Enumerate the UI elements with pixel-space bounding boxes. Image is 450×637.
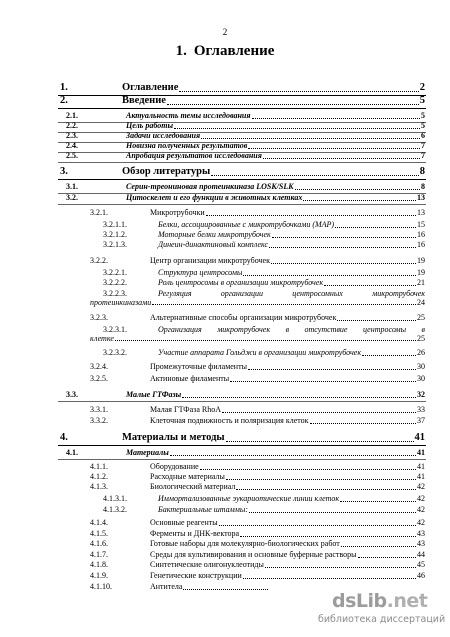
toc-entry-page: 16 <box>417 240 425 249</box>
dot-leader <box>170 455 416 456</box>
toc-entry[interactable] <box>0 448 425 459</box>
toc-entry-page: 5 <box>419 95 425 106</box>
toc-entry-number: 2.5. <box>66 151 78 160</box>
toc-entry-number: 3.2.2.3. <box>103 289 127 298</box>
toc-entry-page: 43 <box>417 539 425 548</box>
toc-entry-number: 3. <box>60 166 68 177</box>
watermark-logo: dsLib.net <box>332 590 428 612</box>
toc-entry-page: 30 <box>417 374 425 383</box>
toc-entry-text: Готовые наборы для молекулярно-биологических работ <box>150 539 340 548</box>
toc-entry[interactable] <box>0 348 425 359</box>
dot-leader <box>340 501 416 502</box>
toc-entry-number: 4.1.2. <box>90 472 108 481</box>
toc-entry-page: 41 <box>417 448 425 457</box>
dot-leader <box>362 355 416 356</box>
toc-entry-number: 3.2.1.2. <box>103 230 127 239</box>
toc-entry-text-cont: клетке <box>90 334 114 343</box>
toc-entry[interactable] <box>0 505 425 516</box>
toc-entry-text: Роль центросомы в организации микротрубочек <box>158 278 324 287</box>
dot-leader <box>265 567 416 568</box>
dot-leader <box>222 412 416 413</box>
dot-leader <box>226 441 414 442</box>
toc-entry[interactable] <box>0 166 425 179</box>
toc-entry-page: 33 <box>417 405 425 414</box>
toc-entry-page: 37 <box>417 416 425 425</box>
toc-entry-text: Промежуточные филаменты <box>150 362 247 371</box>
toc-entry-text: Биологический материал <box>150 482 236 491</box>
row-separator <box>58 179 426 180</box>
toc-entry-text: Цель работы <box>126 121 173 130</box>
dot-leader <box>167 104 419 105</box>
dot-leader <box>248 148 420 149</box>
toc-entry-number: 3.2.2.2. <box>103 278 127 287</box>
toc-entry-number: 3.2.2.1. <box>103 268 127 277</box>
dot-leader <box>206 215 416 216</box>
dot-leader <box>263 158 420 159</box>
toc-entry[interactable] <box>90 325 425 344</box>
dot-leader <box>230 381 416 382</box>
toc-entry-page: 5 <box>421 111 425 120</box>
toc-entry[interactable] <box>0 571 425 582</box>
toc-entry-number: 4.1.3. <box>90 482 108 491</box>
toc-entry[interactable] <box>0 208 425 219</box>
toc-entry-text: Обзор литературы <box>122 166 211 177</box>
toc-entry[interactable] <box>0 560 425 571</box>
row-separator <box>58 108 426 109</box>
toc-entry[interactable] <box>0 82 425 95</box>
row-separator <box>58 401 426 402</box>
toc-entry-page: 25 <box>417 313 425 322</box>
dot-leader <box>152 304 416 305</box>
toc-entry-text: Бактериальные штаммы: <box>158 505 248 514</box>
dot-leader <box>272 237 416 238</box>
toc-entry-page: 7 <box>421 151 425 160</box>
toc-entry-number: 4.1.5. <box>90 529 108 538</box>
row-separator <box>58 204 426 205</box>
toc-entry-page: 32 <box>417 390 425 399</box>
toc-entry[interactable] <box>0 182 425 193</box>
dot-leader <box>240 536 416 537</box>
toc-entry-number: 4. <box>60 432 68 443</box>
dot-leader <box>252 118 421 119</box>
row-separator <box>58 445 426 446</box>
toc-entry-text: Малая ГТФаза RhoA <box>150 405 221 414</box>
toc-entry[interactable] <box>0 482 425 493</box>
toc-entry-text: Моторные белки микротрубочек <box>158 230 271 239</box>
toc-entry-text: Новизна полученных результатов <box>126 141 248 150</box>
toc-entry[interactable] <box>0 362 425 373</box>
toc-entry-page: 7 <box>421 141 425 150</box>
dot-leader <box>200 469 416 470</box>
toc-entry-text: Участие аппарата Гольджи в организации микротрубочек <box>158 348 362 357</box>
toc-entry-number: 3.2.5. <box>90 374 108 383</box>
toc-entry[interactable] <box>0 390 425 401</box>
toc-entry-number: 3.2.1. <box>90 208 108 217</box>
toc-entry-number: 3.2.3.2. <box>103 348 127 357</box>
dot-leader <box>115 340 416 341</box>
toc-entry-text: Альтернативные способы организации микротрубочек <box>150 313 337 322</box>
toc-entry-text: Центр организации микротрубочек <box>150 256 270 265</box>
toc-entry[interactable] <box>0 432 425 445</box>
toc-entry-number: 3.2.1.1. <box>103 220 127 229</box>
toc-entry-text: Оглавление <box>122 82 179 93</box>
toc-entry-page: 13 <box>417 208 425 217</box>
toc-entry-number: 4.1. <box>66 448 78 457</box>
toc-entry-text: Организация микротрубочек в отсутствие центросомы в <box>158 325 425 334</box>
title-number: 1. <box>175 43 187 59</box>
toc-entry-number: 3.2.3.1. <box>103 325 127 334</box>
toc-entry-number: 3.3.1. <box>90 405 108 414</box>
toc-entry[interactable] <box>0 494 425 505</box>
toc-entry-number: 1. <box>60 82 68 93</box>
toc-entry-text: Цитоскелет и его функции в животных клетках <box>126 193 303 202</box>
dot-leader <box>269 247 416 248</box>
toc-entry-page: 6 <box>421 131 425 140</box>
toc-entry-text: Иммортализованные эукариотические линии клеток <box>158 494 340 503</box>
toc-entry-number: 4.1.1. <box>90 462 108 471</box>
toc-entry-page: 42 <box>417 505 425 514</box>
toc-entry-text: Основные реагенты <box>150 518 218 527</box>
toc-entry-page: 25 <box>417 334 425 343</box>
toc-entry-page: 45 <box>417 560 425 569</box>
toc-entry-page: 46 <box>417 571 425 580</box>
toc-entry[interactable] <box>0 151 425 162</box>
toc-entry-number: 2. <box>60 95 68 106</box>
dot-leader <box>219 525 416 526</box>
toc-entry-text-cont: протеинкиназами <box>90 298 152 307</box>
dot-leader <box>358 557 416 558</box>
toc-entry-number: 2.3. <box>66 131 78 140</box>
toc-entry-text: Микротрубочки <box>150 208 205 217</box>
toc-entry-number: 3.3. <box>66 390 78 399</box>
toc-entry-page: 19 <box>417 256 425 265</box>
toc-entry[interactable] <box>0 193 425 204</box>
toc-entry-number: 3.2.1.3. <box>103 240 127 249</box>
toc-entry-page: 42 <box>417 518 425 527</box>
watermark <box>318 590 448 630</box>
toc-entry-text: Среды для культивирования и основные буферные растворы <box>150 550 357 559</box>
dot-leader <box>324 285 416 286</box>
toc-entry-text: Расходные материалы <box>150 472 225 481</box>
toc-entry-number: 4.1.7. <box>90 550 108 559</box>
toc-entry[interactable] <box>0 416 425 427</box>
toc-entry-text: Оборудование <box>150 462 199 471</box>
toc-entry-text: Материалы <box>126 448 169 457</box>
toc-entry-number: 4.1.3.2. <box>103 505 127 514</box>
toc-entry-text: Актиновые филаменты <box>150 374 230 383</box>
toc-entry-number: 4.1.3.1. <box>103 494 127 503</box>
toc-entry-text: Малые ГТФазы <box>126 390 182 399</box>
toc-entry-text: Задачи исследования <box>126 131 201 140</box>
dot-leader <box>271 263 416 264</box>
toc-entry-page: 21 <box>417 278 425 287</box>
toc-entry[interactable] <box>0 240 425 251</box>
dot-leader <box>174 128 420 129</box>
toc-entry-text: Апробация результатов исследования <box>126 151 262 160</box>
toc-entry-number: 4.1.6. <box>90 539 108 548</box>
toc-entry-page: 2 <box>419 82 425 93</box>
toc-entry-page: 43 <box>417 529 425 538</box>
dot-leader <box>295 189 420 190</box>
toc-entry-text: Динеин-динактиновый комплекс <box>158 240 268 249</box>
dot-leader <box>335 227 416 228</box>
toc-entry-page: 42 <box>417 482 425 491</box>
dot-leader <box>303 200 416 201</box>
watermark-subtitle: библиотека диссертаций <box>318 614 446 625</box>
dot-leader <box>337 320 416 321</box>
toc-entry-text: Белки, ассоциированные с микротрубочками (MAP) <box>158 220 335 229</box>
toc-entry-page: 26 <box>417 348 425 357</box>
dot-leader <box>183 589 268 590</box>
toc-entry-number: 3.2. <box>66 193 78 202</box>
toc-entry-number: 3.2.2. <box>90 256 108 265</box>
row-separator <box>58 459 426 460</box>
toc-entry-number: 3.2.3. <box>90 313 108 322</box>
toc-entry-text: Введение <box>122 95 166 106</box>
dot-leader <box>211 175 419 176</box>
toc-entry-page: 42 <box>417 494 425 503</box>
toc-entry-text: Серин-треониновая протеинкиназа LOSK/SLK <box>126 182 294 191</box>
toc-entry-text: Клеточная подвижность и поляризация клеток <box>150 416 309 425</box>
dot-leader <box>310 423 416 424</box>
toc-entry-text: Генетические конструкции <box>150 571 242 580</box>
toc-entry-number: 3.3.2. <box>90 416 108 425</box>
toc-entry-text: Актуальность темы исследования <box>126 111 251 120</box>
toc-entry-text: Ферменты и ДНК-вектора <box>150 529 240 538</box>
dot-leader <box>182 397 416 398</box>
dot-leader <box>201 138 420 139</box>
dot-leader <box>249 512 416 513</box>
toc-entry-text: Регуляция организации центросомных микротрубочек <box>158 289 425 298</box>
toc-entry-text: Антитела <box>150 582 183 591</box>
toc-entry-page: 8 <box>421 182 425 191</box>
toc-entry-number: 4.1.8. <box>90 560 108 569</box>
toc-entry[interactable] <box>0 518 425 529</box>
toc-entry-page: 5 <box>421 121 425 130</box>
dot-leader <box>236 489 416 490</box>
dot-leader <box>179 91 418 92</box>
toc-entry-text: Структура центросомы <box>158 268 243 277</box>
toc-entry-number: 2.1. <box>66 111 78 120</box>
title-text: Оглавление <box>193 43 275 59</box>
toc-entry[interactable] <box>0 256 425 267</box>
toc-entry[interactable] <box>90 289 425 308</box>
toc-entry-page: 41 <box>414 432 425 443</box>
dot-leader <box>243 275 416 276</box>
toc-entry-text: Синтетические олигонуклеотиды <box>150 560 264 569</box>
toc-entry-page: 15 <box>417 220 425 229</box>
toc-entry-text: Материалы и методы <box>122 432 225 443</box>
toc-entry-page: 30 <box>417 362 425 371</box>
toc-entry[interactable] <box>0 313 425 324</box>
toc-entry[interactable] <box>0 539 425 550</box>
toc-entry-number: 2.4. <box>66 141 78 150</box>
dot-leader <box>248 369 416 370</box>
toc-entry[interactable] <box>0 374 425 385</box>
toc-entry-number: 3.1. <box>66 182 78 191</box>
toc-entry-page: 8 <box>419 166 425 177</box>
toc-entry-page: 13 <box>417 193 425 202</box>
toc-entry[interactable] <box>0 95 425 108</box>
page-number: 2 <box>222 27 228 37</box>
toc-entry[interactable] <box>0 278 425 289</box>
toc-entry-page: 16 <box>417 230 425 239</box>
toc-entry-page: 19 <box>417 268 425 277</box>
dot-leader <box>243 578 416 579</box>
dot-leader <box>226 479 416 480</box>
toc-entry-number: 2.2. <box>66 121 78 130</box>
toc-entry-page: 41 <box>417 472 425 481</box>
toc-entry-page: 24 <box>417 298 425 307</box>
toc-entry-page: 44 <box>417 550 425 559</box>
toc-entry-number: 4.1.4. <box>90 518 108 527</box>
toc-entry-number: 4.1.10. <box>90 582 112 591</box>
dot-leader <box>341 546 416 547</box>
toc-entry-page: 41 <box>417 462 425 471</box>
toc-entry-number: 3.2.4. <box>90 362 108 371</box>
row-separator <box>58 162 426 163</box>
toc-entry[interactable] <box>0 405 425 416</box>
toc-entry-number: 4.1.9. <box>90 571 108 580</box>
